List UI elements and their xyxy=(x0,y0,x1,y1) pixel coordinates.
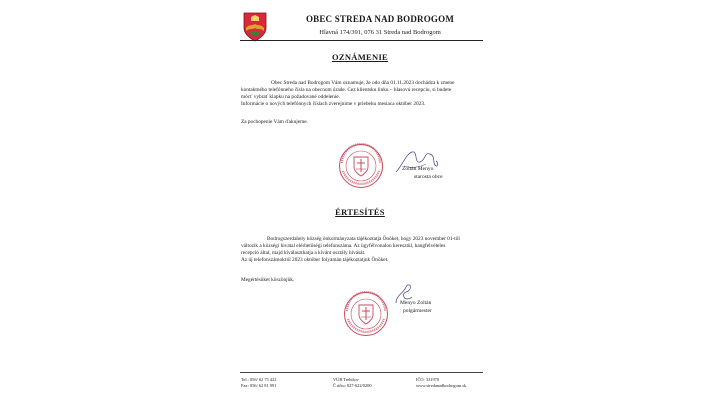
header-divider xyxy=(240,40,483,41)
slovak-signatory-name: Zoltán Menyo xyxy=(402,166,434,172)
hungarian-thanks: Megértésüket köszönjük. xyxy=(241,277,295,283)
slovak-paragraph-line: môcť vybrať klapku na požadované oddelenie. xyxy=(241,94,340,100)
hungarian-paragraph-line: Az új telefonszámokról 2023 október folyamán tájékoztatjuk Önöket. xyxy=(241,257,389,263)
footer-ico: IČO: 331970 xyxy=(416,377,440,382)
hungarian-signatory-role: polgármester xyxy=(403,308,432,314)
official-stamp-icon xyxy=(338,143,384,189)
footer-fax: Fax: 056/ 62 81 991 xyxy=(241,383,277,388)
footer-divider xyxy=(240,372,483,373)
slovak-paragraph-line: kontaktného telefónneho čísla na obecnom úrade. Cez klientsku linku – hlasovú recepciu, si budete xyxy=(241,87,452,93)
slovak-paragraph-line: Informácie o nových telefónnych číslach zverejnime v priebehu mesiaca október 2023. xyxy=(241,101,426,107)
hungarian-paragraph-line: Bodrogszerdahely község önkormányzata tájékoztatja Önöket, hogy 2023 november 01-től xyxy=(267,236,460,242)
footer-website[interactable]: www.stredanadbodrogom.sk xyxy=(416,383,467,388)
slovak-signatory-role: starosta obce xyxy=(414,174,443,180)
footer-account: Č.účtu: 827-622/0200 xyxy=(333,383,372,388)
hungarian-paragraph-line: változik a községi hivatal elérhetőségi telefonszáma. Az ügyfélvonalon keresztül, hangfelvételes xyxy=(241,243,446,249)
hungarian-signatory-name: Menyo Zoltán xyxy=(400,300,432,306)
municipality-name: OBEC STREDA NAD BODROGOM xyxy=(305,14,455,24)
municipality-address: Hlavná 174/391, 076 31 Streda nad Bodrogom xyxy=(319,29,441,36)
footer-registry xyxy=(416,377,466,389)
slovak-paragraph-line: Obec Streda nad Bodrogom Vám oznamuje, že odo dňa 01.11.2023 dochádza k zmene xyxy=(271,80,455,86)
hungarian-notice-body xyxy=(241,236,481,264)
official-stamp-icon xyxy=(343,291,389,337)
hungarian-paragraph-line: recepció által, majd kiválaszthatja a kívánt osztály hívását. xyxy=(241,250,366,256)
footer-bank-name: VÚB Trebišov xyxy=(333,377,359,382)
footer-phone: Tel.: 056/ 62 75 422 xyxy=(241,377,277,382)
footer-bank xyxy=(333,377,372,389)
slovak-notice-body xyxy=(241,80,481,108)
footer-contact xyxy=(241,377,276,389)
slovak-notice-title: OZNÁMENIE xyxy=(331,52,389,62)
hungarian-notice-title: ÉRTESÍTÉS xyxy=(335,207,385,217)
slovak-thanks: Za pochopenie Vám ďakujeme. xyxy=(241,119,308,125)
